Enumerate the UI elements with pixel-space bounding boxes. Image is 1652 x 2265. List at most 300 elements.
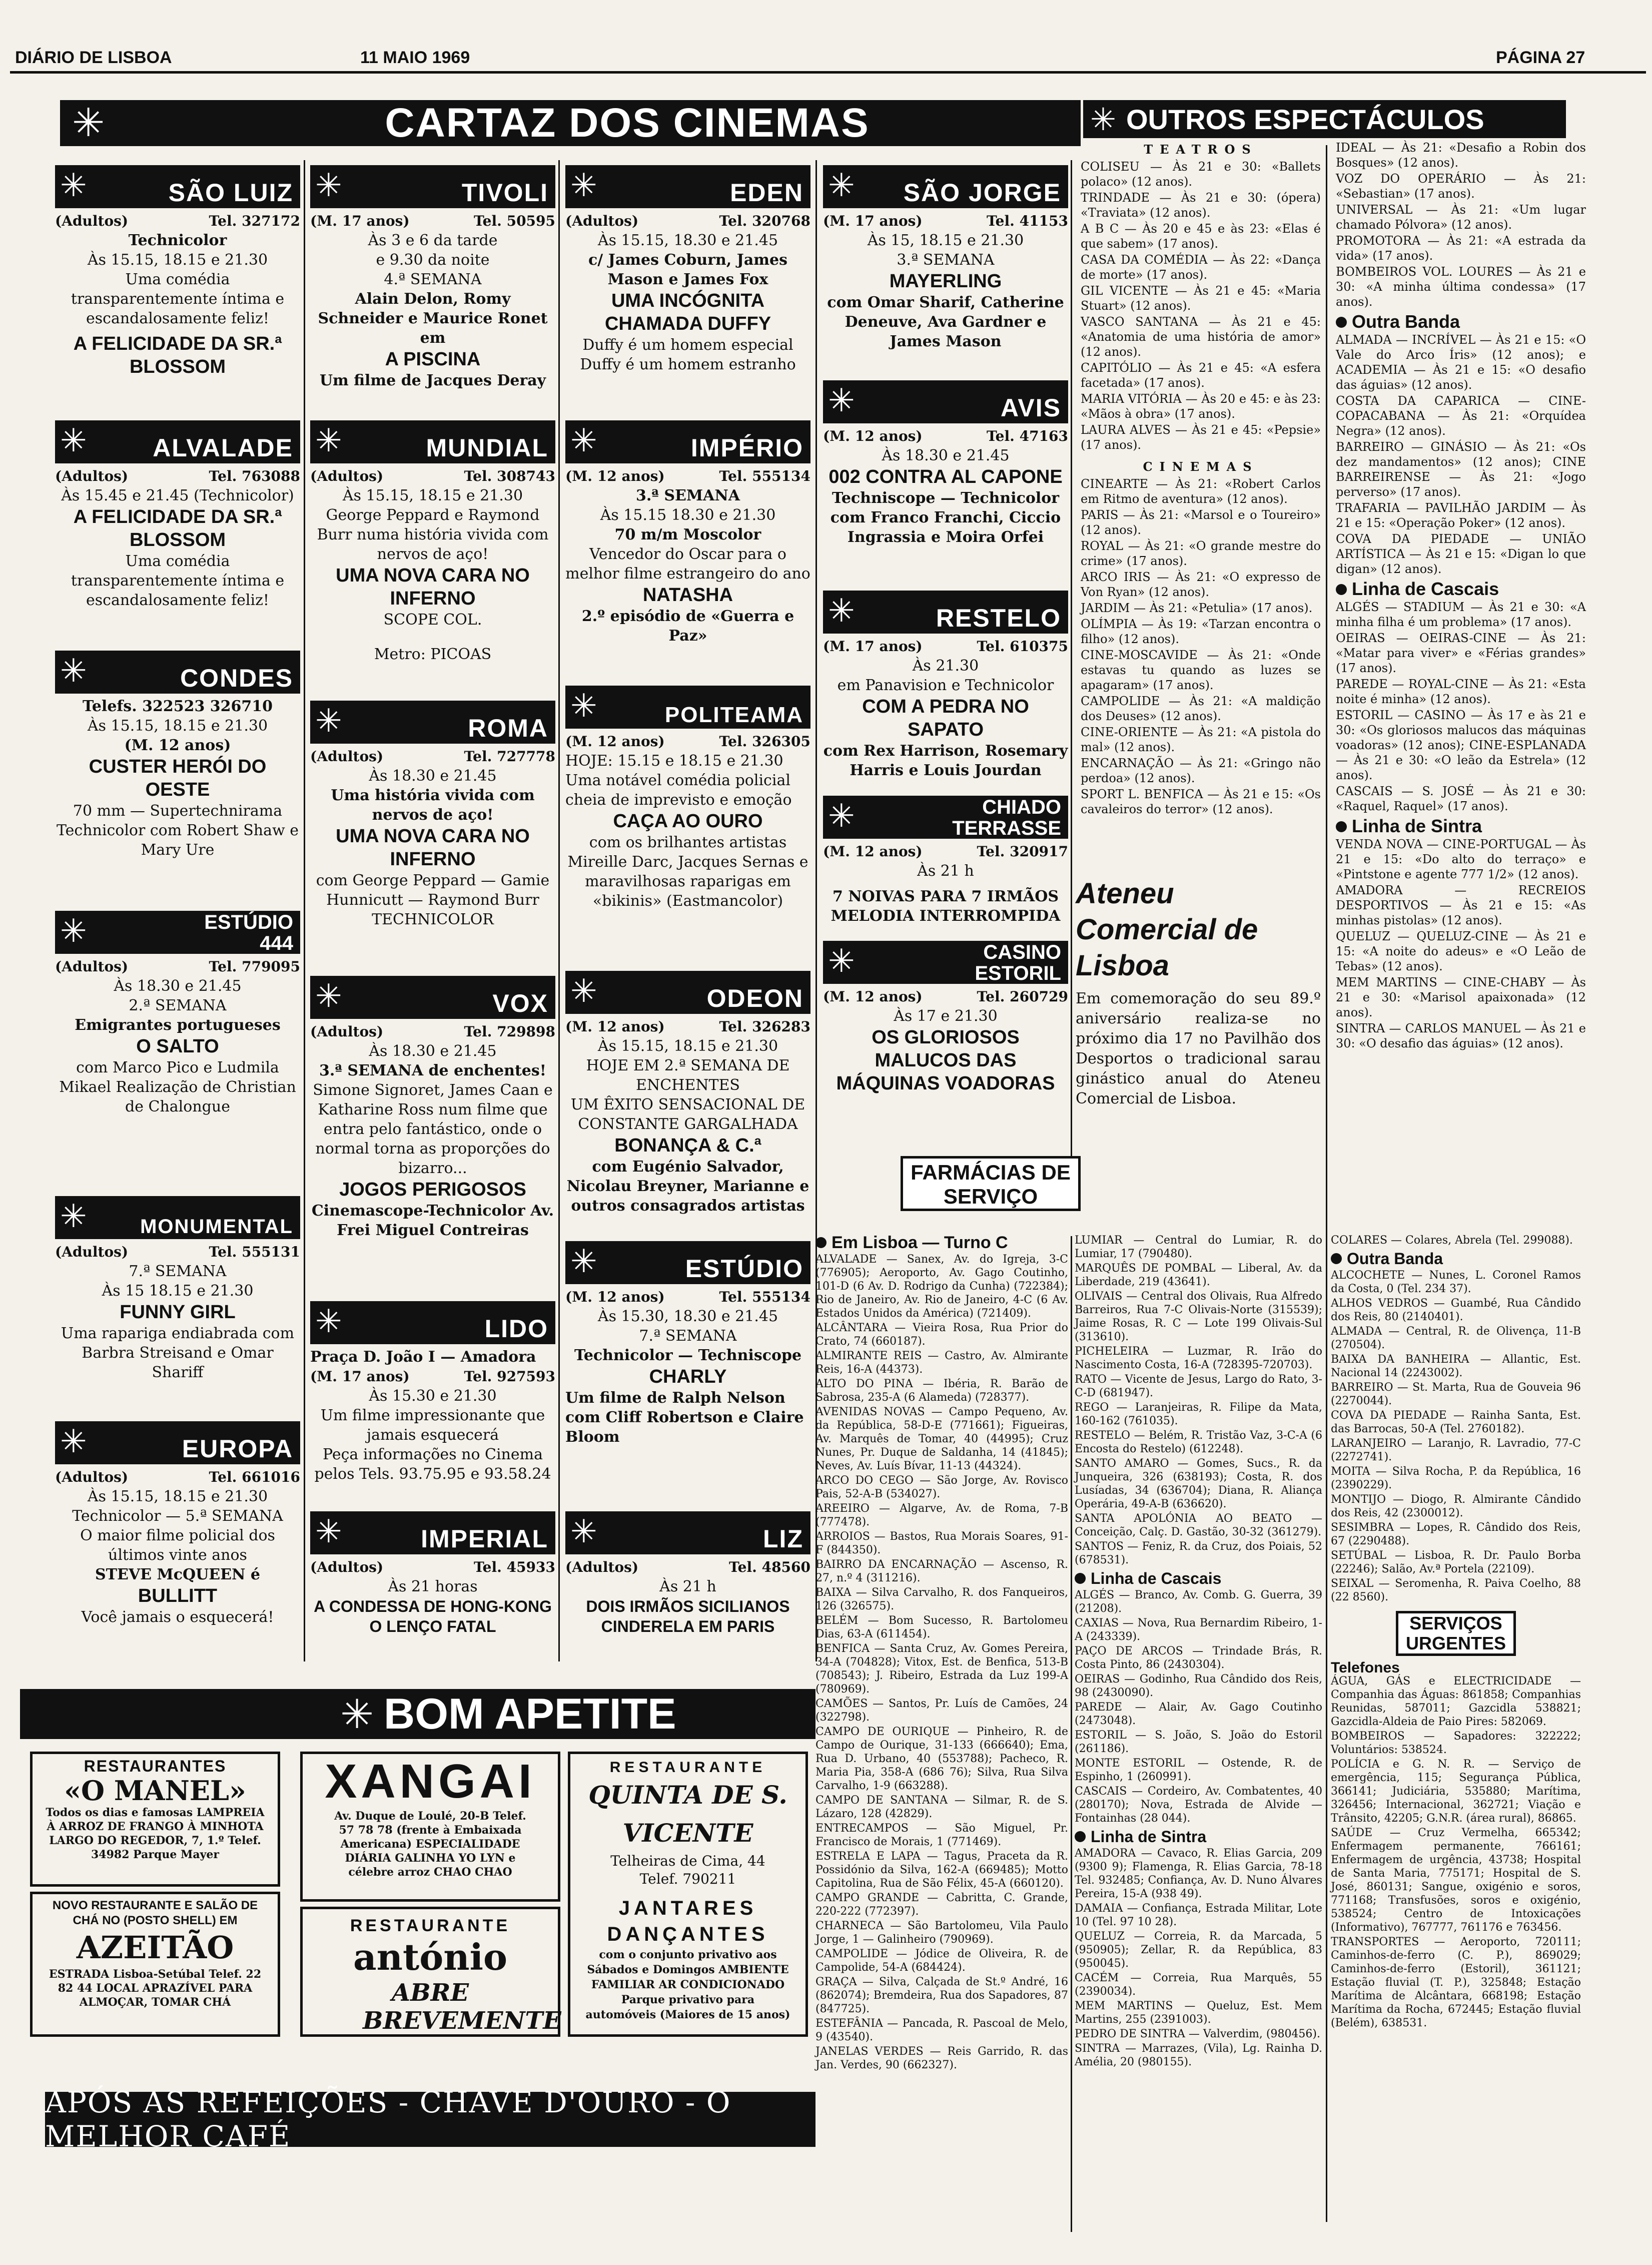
column-rule	[1071, 1236, 1072, 2232]
age-rating: (M. 17 anos)	[823, 213, 923, 229]
outros-title: OUTROS ESPECTÁCULOS	[1126, 103, 1484, 135]
farmacias-lisboa-2	[1075, 1234, 1322, 2070]
cinema-avis	[823, 380, 1068, 547]
listing: COLARES — Colares, Abrela (Tel. 299088).	[1331, 1234, 1573, 1247]
cinema-imperio	[565, 420, 810, 646]
listing: ALMADA — Central, R. de Olivença, 11-B (270504).	[1331, 1325, 1581, 1351]
listing: ALCOCHETE — Nunes, L. Coronel Ramos da Costa, 0 (Tel. 234 37).	[1331, 1269, 1581, 1295]
section-heading: Linha de Cascais	[1091, 1569, 1222, 1587]
star-icon: ✳	[1090, 101, 1116, 138]
info-line: Às 15 18.15 e 21.30	[102, 1282, 254, 1300]
phone: Tel. 555131	[209, 1244, 300, 1260]
listing: ESTORIL — CASINO — Às 17 e às 21 e 30: «Os gloriosos malucos das máquinas voadoras» (12 anos); CINE-ESPLANADA — Às 21 e 30: «O leão da Estrela» (12 anos).	[1336, 708, 1586, 782]
star-icon: ✳	[570, 973, 597, 1010]
header-rule	[10, 71, 1646, 74]
listing: BAIXA — Silva Carvalho, R. dos Fanqueiros, 126 (326575).	[815, 1586, 1068, 1612]
star-icon: ✳	[60, 913, 87, 950]
listing: ALVALADE — Sanex, Av. do Igreja, 3-C (776905); Aeroporto, Av. Gago Coutinho, 101-D (6 Av. D. Rodrigo da Cunha) (722384); Rio de Janeiro, Av. Rio de Janeiro, 4-C (6 Av. Estados Unidos da América) (721409).	[815, 1253, 1068, 1320]
info-line: Peça informações no Cinema pelos Tels. 93.75.95 e 93.58.24	[314, 1446, 551, 1483]
ad-azeitao	[30, 1892, 280, 2037]
info-line: Um filme impressionante que jamais esquecerá	[320, 1407, 545, 1444]
film-title: O SALTO	[136, 1036, 219, 1057]
age-rating: (Adultos)	[55, 468, 129, 484]
listing: SANTA APOLÓNIA AO BEATO — Conceição, Calç. D. Gastão, 30-32 (361279).	[1075, 1512, 1322, 1538]
age-rating: (Adultos)	[55, 213, 129, 229]
info-line: Technicolor — Techniscope	[574, 1347, 802, 1364]
info-line: Technicolor — 5.ª SEMANA	[72, 1507, 283, 1525]
film-note: com Marco Pico e Ludmila Mikael Realização de Christian de Chalongue	[59, 1059, 296, 1115]
cinema-roma	[310, 701, 555, 929]
film-title: OS GLORIOSOS MALUCOS DAS MÁQUINAS VOADORAS	[836, 1027, 1055, 1094]
listing: MONTIJO — Diogo, R. Almirante Cândido dos Reis, 42 (2300012).	[1331, 1493, 1581, 1519]
outros-right	[1336, 140, 1586, 1052]
cinema-name: POLITEAMA	[664, 703, 803, 727]
phone: Tel. 45933	[474, 1559, 555, 1575]
listing: SETÚBAL — Lisboa, R. Dr. Paulo Borba (22246); Salão, Av.ª Portela (22109).	[1331, 1549, 1581, 1575]
listing: CHARNECA — São Bartolomeu, Vila Paulo Jorge, 1 — Galinheiro (790969).	[815, 1920, 1068, 1946]
paper-name: DIÁRIO DE LISBOA	[15, 48, 172, 67]
star-icon: ✳	[570, 688, 597, 725]
info-line: 70 m/m Moscolor	[614, 526, 761, 543]
listing: CINE-MOSCAVIDE — Às 21: «Onde estavas tu quando as luzes se apagaram» (17 anos).	[1081, 648, 1321, 692]
bullet-icon	[1075, 1573, 1086, 1584]
film-title: 7 NOIVAS PARA 7 IRMÃOS MELODIA INTERROMPIDA	[831, 888, 1061, 925]
listing: MEM MARTINS — CINE-CHABY — Às 21 e 30: «Marisol apaixonada» (12 anos).	[1336, 975, 1586, 1019]
film-note: 2.º episódio de «Guerra e Paz»	[581, 608, 794, 645]
cinema-name: CONDES	[180, 664, 293, 692]
film-title: A FELICIDADE DA SR.ª BLOSSOM	[73, 506, 282, 550]
cinema-casino	[823, 941, 1068, 1095]
servicos-logo	[1396, 1611, 1516, 1656]
cinema-name: EDEN	[730, 179, 803, 207]
info-line: Às 17 e 21.30	[894, 1007, 998, 1025]
listing: POLÍCIA e G. N. R. — Serviço de emergência, 115; Segurança Pública, 366141; Judiciária, 535880; Marítima, 326456; Internacional, 362721; Viação e Trânsito, 42205; G.N.R. (área rural), 86865.	[1331, 1758, 1581, 1825]
ad-text: Todos os dias e famosas LAMPREIA À ARROZ DE FRANGO À MINHOTA LARGO DO REGEDOR, 7, 1.º Telef. 34982 Parque Mayer	[46, 1806, 265, 1861]
listing: QUELUZ — Correia, R. da Marcada, 5 (950905); Zellar, R. da República, 83 (950045).	[1075, 1930, 1322, 1970]
film-note: com os brilhantes artistas Mireille Darc, Jacques Sernas e maravilhosas raparigas em «bikinis» (Eastmancolor)	[567, 834, 808, 910]
farmacias-lisboa	[815, 1231, 1068, 2073]
star-icon: ✳	[570, 167, 597, 204]
listing: AVENIDAS NOVAS — Campo Pequeno, Av. da República, 58-D-E (771661); Figueiras, Av. Marquês de Tomar, 40 (44995); Cruz Nunes, Pr. Duque de Saldanha, 14 (41845); Neves, Av. Luís Bívar, 11-13 (44324).	[815, 1406, 1068, 1472]
cartaz-banner	[60, 100, 1081, 146]
film-title: BONANÇA & C.ª	[614, 1135, 761, 1156]
listing: ALMADA — INCRÍVEL — Às 21 e 15: «O Vale do Arco Íris» (12 anos); e ACADEMIA — Às 21 e 15: «O desafio das águias» (12 anos).	[1336, 333, 1586, 392]
bullet-icon	[1336, 821, 1347, 832]
star-icon: ✳	[340, 1690, 374, 1738]
info-line: Vencedor do Oscar para o melhor filme estrangeiro do ano	[565, 545, 810, 583]
phone: Tel. 326283	[719, 1018, 810, 1035]
ad-name: QUINTA DE S. VICENTE	[588, 1780, 787, 1848]
section-heading: Em Lisboa — Turno C	[832, 1233, 1008, 1252]
age-rating: (Adultos)	[310, 1023, 384, 1040]
star-icon: ✳	[315, 1513, 342, 1550]
film-note: Uma rapariga endiabrada com Barbra Streisand e Omar Shariff	[61, 1325, 295, 1381]
listing: RATO — Vicente de Jesus, Largo do Rato, 3-C-D (681947).	[1075, 1373, 1322, 1399]
info-line: 3.ª SEMANA de enchentes!	[319, 1062, 546, 1079]
listing: VOZ DO OPERÁRIO — Às 21: «Sebastian» (17 anos).	[1336, 172, 1586, 201]
listing: TRAFARIA — PAVILHÃO JARDIM — Às 21 e 15: «Operação Poker» (12 anos).	[1336, 501, 1586, 530]
age-rating: (M. 12 anos)	[823, 428, 923, 444]
cinema-name: CHIADO TERRASSE	[952, 796, 1061, 839]
bullet-icon	[1336, 584, 1347, 595]
listing: AMADORA — RECREIOS DESPORTIVOS — Às 21 e 15: «As minhas pistolas» (12 anos).	[1336, 883, 1586, 927]
star-icon: ✳	[315, 422, 342, 459]
ad-chave-douro	[45, 2085, 815, 2153]
ad-quinta	[568, 1752, 808, 2037]
film-note: Uma comédia transparentemente íntima e escandalosamente feliz!	[71, 552, 285, 609]
info-line: 3.ª SEMANA	[897, 251, 995, 269]
info-line: STEVE McQUEEN é	[95, 1566, 260, 1583]
cinema-restelo	[823, 591, 1068, 780]
cinema-eden	[565, 165, 810, 374]
farmacias-outra-banda	[1331, 1234, 1581, 2031]
info-line: c/ James Coburn, James Mason e James Fox	[588, 251, 787, 288]
info-line: Uma notável comédia policial cheia de imprevisto e emoção	[565, 772, 792, 809]
column-rule	[304, 160, 305, 1661]
ad-o-manel	[30, 1752, 280, 1887]
listing: CASCAIS — Cordeiro, Av. Combatentes, 40 (280170); Nova, Estrada de Alvide — Fontainhas (28 044).	[1075, 1785, 1322, 1825]
ad-name: antónio	[353, 1936, 507, 1978]
star-icon: ✳	[828, 798, 855, 835]
ad-text: com o conjunto privativo aos Sábados e Domingos AMBIENTE FAMILIAR AR CONDICIONADO Parque privativo para automóveis (Maiores de 15 anos)	[585, 1948, 790, 2021]
info-line: Às 15.30, 18.30 e 21.45	[597, 1308, 778, 1325]
listing: MONTE ESTORIL — Ostende, R. de Espinho, 1 (260991).	[1075, 1757, 1322, 1783]
listing: OEIRAS — Godinho, Rua Cândido dos Reis, 98 (2430090).	[1075, 1673, 1322, 1699]
ad-address: Telheiras de Cima, 44 Telef. 790211	[610, 1853, 765, 1887]
film-title: A FELICIDADE DA SR.ª BLOSSOM	[73, 333, 282, 377]
teatros-heading: TEATROS	[1144, 142, 1258, 157]
film-note: Um filme de Ralph Nelson com Cliff Robertson e Claire Bloom	[565, 1389, 804, 1446]
ad-text: Av. Duque de Loulé, 20-B Telef. 57 78 78 (frente à Embaixada Americana) ESPECIALIDADE DIÁRIA GALINHA YO LYN e célebre arroz CHAO CHAO	[334, 1810, 526, 1879]
age-rating: (Adultos)	[565, 1559, 639, 1575]
cinema-name: VOX	[492, 989, 548, 1017]
listing: BOMBEIROS VOL. LOURES — Às 21 e 30: «A minha última condessa» (17 anos).	[1336, 265, 1586, 309]
bullet-icon	[1331, 1253, 1342, 1264]
cinema-imperial	[310, 1511, 555, 1636]
info-line: 7.ª SEMANA	[129, 1263, 227, 1280]
film-note: com Omar Sharif, Catherine Deneuve, Ava Gardner e James Mason	[827, 294, 1064, 350]
phone: Tel. 41153	[987, 213, 1068, 229]
ateneu-title: Ateneu Comercial de Lisboa	[1076, 877, 1258, 982]
phone: Telefs. 322523 326710	[82, 698, 273, 715]
film-note: com Eugénio Salvador, Nicolau Breyner, Marianne e outros consagrados artistas	[566, 1158, 809, 1215]
ad-heading: NOVO RESTAURANTE E SALÃO DE CHÁ NO (POSTO SHELL) EM	[52, 1899, 258, 1927]
ad-heading: RESTAURANTE	[350, 1916, 511, 1935]
phone: Tel. 610375	[977, 638, 1068, 655]
listing: LARANJEIRO — Laranjo, R. Lavradio, 77-C (2272741).	[1331, 1437, 1581, 1463]
bom-apetite-title: BOM APETITE	[384, 1689, 676, 1738]
cinema-name: TIVOLI	[461, 179, 548, 207]
info-line: Às 18.30 e 21.45	[114, 977, 242, 995]
info-line: Emigrantes portugueses	[75, 1016, 281, 1034]
info-line: Às 15.15, 18.15 e 21.30	[342, 487, 523, 504]
info-line: em Panavision e Technicolor	[837, 677, 1054, 694]
listing: ALGÉS — Branco, Av. Comb. G. Guerra, 39 (21208).	[1075, 1589, 1322, 1615]
star-icon: ✳	[72, 101, 105, 146]
ad-text: APÓS AS REFEIÇÕES - CHAVE D'OURO - O MELHOR CAFÉ	[45, 2085, 731, 2153]
age-rating: (M. 17 anos)	[823, 638, 923, 655]
listing: UNIVERSAL — Às 21: «Um lugar chamado Pólvora» (12 anos).	[1336, 203, 1586, 232]
section-heading: Linha de Sintra	[1091, 1828, 1207, 1846]
phone: Tel. 326305	[719, 733, 810, 750]
listing: PEDRO DE SINTRA — Valverdim, (980456).	[1075, 2028, 1321, 2040]
phone: Tel. 927593	[464, 1368, 555, 1385]
cinema-name: EUROPA	[182, 1435, 293, 1463]
info-line: HOJE: 15.15 e 18.15 e 21.30	[565, 752, 783, 770]
cinema-sao-jorge	[823, 165, 1068, 351]
age-rating: (M. 12 anos)	[823, 843, 923, 860]
cinema-name: ESTÚDIO	[685, 1255, 803, 1283]
cinema-chiado	[823, 796, 1068, 926]
star-icon: ✳	[315, 978, 342, 1015]
cinema-name: SÃO LUIZ	[168, 179, 293, 207]
phone: Tel. 320768	[719, 213, 810, 229]
age-rating: (Adultos)	[55, 1244, 129, 1260]
cinema-odeon	[565, 971, 810, 1216]
cinema-name: MONUMENTAL	[140, 1216, 293, 1238]
listing: SESIMBRA — Lopes, R. Cândido dos Reis, 67 (2290488).	[1331, 1521, 1581, 1547]
star-icon: ✳	[570, 1513, 597, 1550]
film-note: Você jamais o esquecerá!	[81, 1608, 274, 1626]
listing: CAMPOLIDE — Jódice de Oliveira, R. de Campolide, 54-A (684424).	[815, 1948, 1068, 1974]
outros-banner	[1083, 100, 1566, 138]
film-title: CAÇA AO OURO	[613, 811, 763, 832]
film-title: MAYERLING	[889, 271, 1002, 292]
info-line: Uma história vivida com nervos de aço!	[331, 787, 535, 824]
star-icon: ✳	[315, 1303, 342, 1340]
age-rating: (M. 12 anos)	[565, 468, 665, 484]
listing: ALGÉS — STADIUM — Às 21 e 30: «A minha filha é um problema» (17 anos).	[1336, 600, 1586, 629]
listing: BARREIRO — St. Marta, Rua de Gouveia 96 (2270044).	[1331, 1381, 1581, 1407]
info-line: Às 21 horas	[388, 1578, 478, 1595]
bom-apetite-banner	[20, 1689, 815, 1739]
listing: GRAÇA — Silva, Calçada de St.º André, 16 (862074); Bremdeira, Rua dos Sapadores, 87 (847725).	[815, 1976, 1068, 2015]
info-line: Technicolor	[128, 232, 227, 249]
cinema-alvalade	[55, 420, 300, 610]
film-title: 002 CONTRA AL CAPONE	[829, 466, 1063, 487]
info-line: 3.ª SEMANA	[635, 487, 740, 504]
ad-heading: RESTAURANTE	[609, 1759, 766, 1776]
listing: COLISEU — Às 21 e 30: «Ballets polaco» (12 anos).	[1081, 160, 1321, 189]
film-title: NATASHA	[642, 585, 733, 606]
star-icon: ✳	[828, 593, 855, 630]
film-note: 70 mm — Supertechnirama Technicolor com Robert Shaw e Mary Ure	[57, 802, 299, 859]
listing: CAMPO DE SANTANA — Silmar, R. de S. Lázaro, 128 (42829).	[815, 1794, 1068, 1820]
film-note: com Rex Harrison, Rosemary Harris e Louis Jourdan	[823, 742, 1068, 779]
ad-name: AZEITÃO	[76, 1929, 234, 1966]
cinema-vox	[310, 976, 555, 1240]
listing: ESTEFÂNIA — Pancada, R. Pascoal de Melo, 9 (43540).	[815, 2017, 1068, 2043]
film-title: UMA NOVA CARA NO INFERNO	[336, 826, 530, 870]
listing: CAPITÓLIO — Às 21 e 45: «A esfera facetada» (17 anos).	[1081, 361, 1321, 390]
age-rating: (M. 17 anos)	[310, 213, 410, 229]
listing: ESTORIL — S. João, S. João do Estoril (261186).	[1075, 1729, 1322, 1755]
section-heading: Outra Banda	[1352, 311, 1460, 332]
phone: Tel. 308743	[464, 468, 555, 484]
film-title: A CONDESSA DE HONG-KONG O LENÇO FATAL	[314, 1597, 552, 1635]
cinema-name: SÃO JORGE	[903, 179, 1061, 207]
phone: Tel. 555134	[719, 468, 810, 484]
column-rule	[558, 160, 560, 1661]
metro-note: Metro: PICOAS	[374, 646, 492, 663]
cinema-tivoli	[310, 165, 555, 390]
listing: JARDIM — Às 21: «Petulia» (17 anos).	[1081, 601, 1313, 615]
outros-left	[1081, 140, 1321, 818]
star-icon: ✳	[315, 167, 342, 204]
listing: ESTRELA E LAPA — Tagus, Praceta da R. Possidónio da Silva, 162-A (669485); Motto Capitolina, Rua de São Félix, 45-A (660120).	[815, 1850, 1068, 1890]
ad-xangai	[300, 1752, 560, 1902]
film-note: com George Peppard — Gamie Hunnicutt — Raymond Burr TECHNICOLOR	[316, 872, 550, 928]
star-icon: ✳	[60, 167, 87, 204]
cinema-lido	[310, 1301, 555, 1484]
issue-date: 11 MAIO 1969	[360, 48, 470, 67]
age-rating: (Adultos)	[55, 958, 129, 975]
listing: PAÇO DE ARCOS — Trindade Brás, R. Costa Pinto, 86 (2430304).	[1075, 1645, 1322, 1671]
listing: OLÍMPIA — Às 19: «Tarzan encontra o filho» (12 anos).	[1081, 617, 1321, 646]
ad-heading: RESTAURANTES	[84, 1757, 227, 1775]
listing: A B C — Às 20 e 45 e às 23: «Elas é que sabem» (17 anos).	[1081, 222, 1321, 251]
cinema-sao-luiz	[55, 165, 300, 378]
age-rating: (Adultos)	[310, 748, 384, 765]
ateneu-notice	[1076, 876, 1321, 1109]
info-line: Às 15.15, 18.15 e 21.30	[87, 251, 268, 269]
listing: BENFICA — Santa Cruz, Av. Gomes Pereira, 34-A (704828); Vitox, Est. de Benfica, 513-B (708543); J. Ribeiro, Estrada da Luz 199-A (780969).	[815, 1642, 1068, 1695]
listing: ENCARNAÇÃO — Às 21: «Gringo não perdoa» (12 anos).	[1081, 756, 1321, 785]
section-heading: Linha de Sintra	[1352, 816, 1482, 836]
listing: AREEIRO — Algarve, Av. de Roma, 7-B (777478).	[815, 1502, 1068, 1528]
cinema-name: IMPERIAL	[421, 1525, 548, 1553]
phone: Tel. 779095	[209, 958, 300, 975]
bullet-icon	[1336, 317, 1347, 328]
bullet-icon	[815, 1237, 827, 1248]
info-line: e 9.30 da noite	[376, 251, 490, 269]
phone: Tel. 763088	[209, 468, 300, 484]
listing: ALHOS VEDROS — Guambé, Rua Cândido dos Reis, 80 (2140401).	[1331, 1297, 1581, 1323]
star-icon: ✳	[828, 382, 855, 419]
listing: ALCÂNTARA — Vieira Rosa, Rua Prior do Crato, 74 (660187).	[815, 1322, 1068, 1348]
star-icon: ✳	[60, 1198, 87, 1235]
film-title: CHARLY	[649, 1366, 727, 1387]
cinema-mundial	[310, 420, 555, 664]
info-line: Às 15.15, 18.15 e 21.30	[87, 717, 268, 735]
age-rating: (M. 12 anos)	[565, 733, 665, 750]
info-line: 7.ª SEMANA	[639, 1327, 737, 1345]
ad-jantares: JANTARES DANÇANTES	[607, 1897, 769, 1945]
info-line: Às 15.15, 18.15 e 21.30	[87, 1488, 268, 1505]
listing: REGO — Laranjeiras, R. Filipe da Mata, 160-162 (761035).	[1075, 1401, 1322, 1427]
servicos-title: SERVIÇOS URGENTES	[1405, 1613, 1506, 1653]
info-line: Às 18.30 e 21.45	[369, 1042, 497, 1060]
film-title: UMA NOVA CARA NO INFERNO	[336, 565, 530, 609]
column-rule	[1071, 160, 1072, 1161]
cinema-liz	[565, 1511, 810, 1636]
listing: CAXIAS — Nova, Rua Bernardim Ribeiro, 1-A (243339).	[1075, 1617, 1322, 1643]
cinema-monumental	[55, 1196, 300, 1382]
listing: CASA DA COMÉDIA — Às 22: «Dança de morte» (17 anos).	[1081, 253, 1321, 282]
star-icon: ✳	[60, 422, 87, 459]
film-title: BULLITT	[138, 1585, 218, 1606]
age-rating: (M. 12 anos)	[565, 1018, 665, 1035]
listing: CAMPO DE OURIQUE — Pinheiro, R. de Campo de Ourique, 31-133 (666640); Ema, Rua D. Urbano, 40 (553788); Pacheco, R. Maria Pia, 358-A (686 76); Silva, Rua Silva Carvalho, 1-9 (663288).	[815, 1726, 1068, 1792]
listing: TRANSPORTES — Aeroporto, 720111; Caminhos-de-ferro (C. P.), 869029; Caminhos-de-ferro (Estoril), 361121; Estação fluvial (T. P.), 325848; Estação Marítima de Alcântara, 668198; Estação Marítima da Rocha, 672445; Estação fluvial (Belém), 638531.	[1331, 1936, 1581, 2029]
cartaz-title: CARTAZ DOS CINEMAS	[385, 100, 870, 146]
film-note: Um filme de Jacques Deray	[319, 372, 546, 389]
info-line: HOJE EM 2.ª SEMANA DE ENCHENTES	[586, 1057, 790, 1094]
listing: BAIRRO DA ENCARNAÇÃO — Ascenso, R. 27, n.º 4 (311216).	[815, 1558, 1068, 1584]
listing: SPORT L. BENFICA — Às 21 e 15: «Os cavaleiros do terror» (12 anos).	[1081, 787, 1321, 816]
star-icon: ✳	[828, 167, 855, 204]
age-rating: (Adultos)	[310, 1559, 384, 1575]
ad-antonio	[300, 1907, 560, 2037]
info-line: Às 15.15, 18.30 e 21.45	[597, 232, 778, 249]
phone: Tel. 47163	[987, 428, 1068, 444]
info-line: Às 15.15 18.30 e 21.30	[600, 506, 776, 524]
info-line: George Peppard e Raymond Burr numa história vivida com nervos de aço!	[317, 506, 549, 563]
star-icon: ✳	[60, 1423, 87, 1460]
cinema-name: IMPÉRIO	[690, 434, 803, 462]
cinema-name: AVIS	[1001, 394, 1061, 422]
star-icon: ✳	[315, 703, 342, 740]
farmacias-title: FARMÁCIAS DE SERVIÇO	[911, 1161, 1071, 1208]
listing: ARROIOS — Bastos, Rua Morais Soares, 91-F (844350).	[815, 1530, 1068, 1556]
listing: BELÉM — Bom Sucesso, R. Bartolomeu Dias, 63-A (611454).	[815, 1614, 1068, 1640]
info-line: 4.ª SEMANA	[384, 271, 482, 288]
star-icon: ✳	[60, 653, 87, 690]
listing: LAURA ALVES — Às 21 e 45: «Pepsie» (17 anos).	[1081, 423, 1321, 452]
film-title: FUNNY GIRL	[120, 1302, 236, 1323]
ateneu-text: Em comemoração do seu 89.º aniversário realiza-se no próximo dia 17 no Pavilhão dos Desportos o tradicional sarau ginástico anual do Ateneu Comercial de Lisboa.	[1076, 990, 1321, 1107]
listing: CAMPOLIDE — Às 21: «A maldição dos Deuses» (12 anos).	[1081, 694, 1321, 723]
listing: SINTRA — CARLOS MANUEL — Às 21 e 30: «O desafio das águias» (12 anos).	[1336, 1021, 1586, 1050]
listing: COVA DA PIEDADE — Rainha Santa, Est. das Barrocas, 50-A (Tel. 2760182).	[1331, 1409, 1581, 1435]
age-rating: (Adultos)	[55, 1469, 129, 1485]
farmacias-logo	[901, 1156, 1081, 1211]
listing: SANTOS — Feniz, R. da Cruz, dos Poiais, 52 (678531).	[1075, 1540, 1322, 1566]
listing: BAIXA DA BANHEIRA — Allantic, Est. Nacional 14 (2243002).	[1331, 1353, 1581, 1379]
age-rating: (M. 12 anos)	[124, 737, 231, 754]
listing: CINEARTE — Às 21: «Robert Carlos em Ritmo de aventura» (12 anos).	[1081, 477, 1321, 506]
film-note: Cinemascope-Technicolor Av. Frei Miguel Contreiras	[311, 1202, 554, 1239]
info-line: Às 18.30 e 21.45	[369, 767, 497, 785]
listing: DAMAIA — Confiança, Estrada Militar, Lote 10 (Tel. 97 10 28).	[1075, 1902, 1322, 1928]
ad-name: XANGAI	[325, 1755, 536, 1808]
listing: PARIS — Às 21: «Marsol e o Toureiro» (12 anos).	[1081, 508, 1321, 537]
listing: ÁGUA, GÁS e ELECTRICIDADE — Companhia das Águas: 861858; Companhias Reunidas, 587011; Gazcidla 538821; Gazcidla-Aldeia de Paio Pires: 582069.	[1331, 1675, 1581, 1728]
cinema-name: ESTÚDIO 444	[204, 911, 293, 954]
phone: Tel. 327172	[209, 213, 300, 229]
listing: ROYAL — Às 21: «O grande mestre do crime» (17 anos).	[1081, 539, 1321, 568]
listing: PICHELEIRA — Luzmar, R. Irão do Nascimento Costa, 16-A (728395-720703).	[1075, 1345, 1322, 1371]
star-icon: ✳	[828, 943, 855, 980]
phone: Tel. 661016	[209, 1469, 300, 1485]
phone: Tel. 729898	[464, 1023, 555, 1040]
phone: Tel. 555134	[719, 1289, 810, 1305]
phone: Tel. 260729	[977, 988, 1068, 1005]
listing: IDEAL — Às 21: «Desafio a Robin dos Bosques» (12 anos).	[1336, 141, 1586, 170]
cinema-name: LIDO	[484, 1315, 548, 1343]
info-line: Às 15.45 e 21.45 (Technicolor)	[61, 487, 294, 504]
listing: MARQUÊS DE POMBAL — Liberal, Av. da Liberdade, 219 (43641).	[1075, 1262, 1322, 1288]
phone: Tel. 320917	[977, 843, 1068, 860]
listing: OEIRAS — OEIRAS-CINE — Às 21: «Matar para viver» e «Férias grandes» (17 anos).	[1336, 631, 1586, 675]
listing: BOMBEIROS — Sapadores: 322222; Voluntários: 538524.	[1331, 1730, 1581, 1756]
ad-text: ABRE BREVEMENTE	[363, 1979, 561, 2035]
page-number: PÁGINA 27	[1496, 48, 1585, 67]
info-line: Às 15.15, 18.15 e 21.30	[597, 1037, 778, 1055]
listing: LUMIAR — Central do Lumiar, R. do Lumiar, 17 (790480).	[1075, 1234, 1322, 1260]
listing: GIL VICENTE — Às 21 e 45: «Maria Stuart» (12 anos).	[1081, 284, 1321, 313]
cinema-condes	[55, 651, 300, 860]
